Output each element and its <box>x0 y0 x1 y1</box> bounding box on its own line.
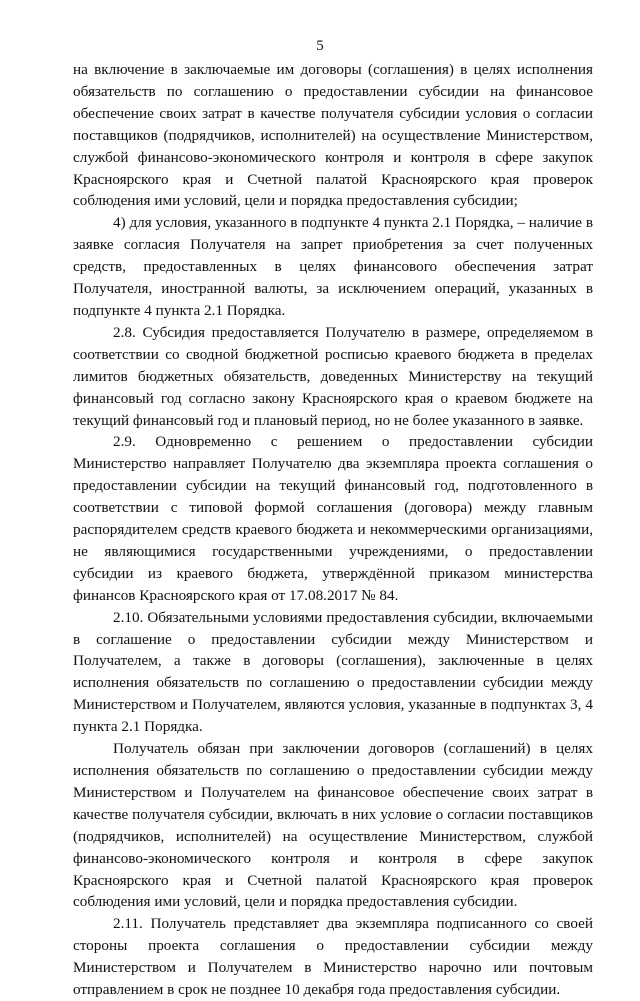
document-body <box>73 59 593 1001</box>
paragraph-recipient-obligation: Получатель обязан при заключении договоров (соглашений) в целях исполнения обязательств по соглашению о предоставлении субсидии между Министерством и Получателем на финансовое обеспечение своих затрат в качестве получателя субсидии, включать в них условие о согласии поставщиков (подрядчиков, исполнителей) на осуществление Министерством, службой финансово-экономического контроля и контроля в сфере закупок Красноярского края и Счетной палатой Красноярского края проверок соблюдения ими условий, цели и порядка предоставления субсидии. <box>73 740 593 911</box>
paragraph-continuation: на включение в заключаемые им договоры (соглашения) в целях исполнения обязательств по соглашению о предоставлении субсидии на финансовое обеспечение своих затрат в качестве получателя субсидии условия о согласии поставщиков (подрядчиков, исполнителей) на осуществление Министерством, службой финансово-экономического контроля и контроля в сфере закупок Красноярского края и Счетной палатой Красноярского края проверок соблюдения ими условий, цели и порядка предоставления субсидии; <box>73 61 593 210</box>
paragraph-condition-4: 4) для условия, указанного в подпункте 4 пункта 2.1 Порядка, – наличие в заявке согласия Получателя на запрет приобретения за счет полученных средств, предоставленных в целях финансового обеспечения затрат Получателя, иностранной валюты, за исключением операций, указанных в подпункте 4 пункта 2.1 Порядка. <box>73 214 593 319</box>
paragraph-2-9: 2.9. Одновременно с решением о предоставлении субсидии Министерство направляет Получателю два экземпляра проекта соглашения о предоставлении субсидии на текущий финансовый год, подготовленного в соответствии с типовой формой соглашения (договора) между главным распорядителем средств краевого бюджета и некоммерческими организациями, не являющимися государственными учреждениями, о предоставлении субсидии из краевого бюджета, утверждённой приказом министерства финансов Красноярского края от 17.08.2017 № 84. <box>73 433 593 604</box>
paragraph-2-10: 2.10. Обязательными условиями предоставления субсидии, включаемыми в соглашение о предоставлении субсидии между Министерством и Получателем, а также в договоры (соглашения), заключенные в целях исполнения обязательств по соглашению о предоставлении субсидии между Министерством и Получателем, являются условия, указанные в подпунктах 3, 4 пункта 2.1 Порядка. <box>73 608 593 736</box>
page-number: 5 <box>316 38 324 54</box>
paragraph-2-11: 2.11. Получатель представляет два экземпляра подписанного со своей стороны проекта соглашения о предоставлении субсидии между Министерством и Получателем в Министерство нарочно или почтовым отправлением в срок не позднее 10 декабря года предоставления субсидии. <box>73 915 593 999</box>
paragraph-2-8: 2.8. Субсидия предоставляется Получателю в размере, определяемом в соответствии со сводной бюджетной росписью краевого бюджета в пределах лимитов бюджетных обязательств, доведенных Министерству на текущий финансовый год согласно закону Красноярского края о краевом бюджете на текущий финансовый год и плановый период, но не более указанного в заявке. <box>73 323 593 429</box>
